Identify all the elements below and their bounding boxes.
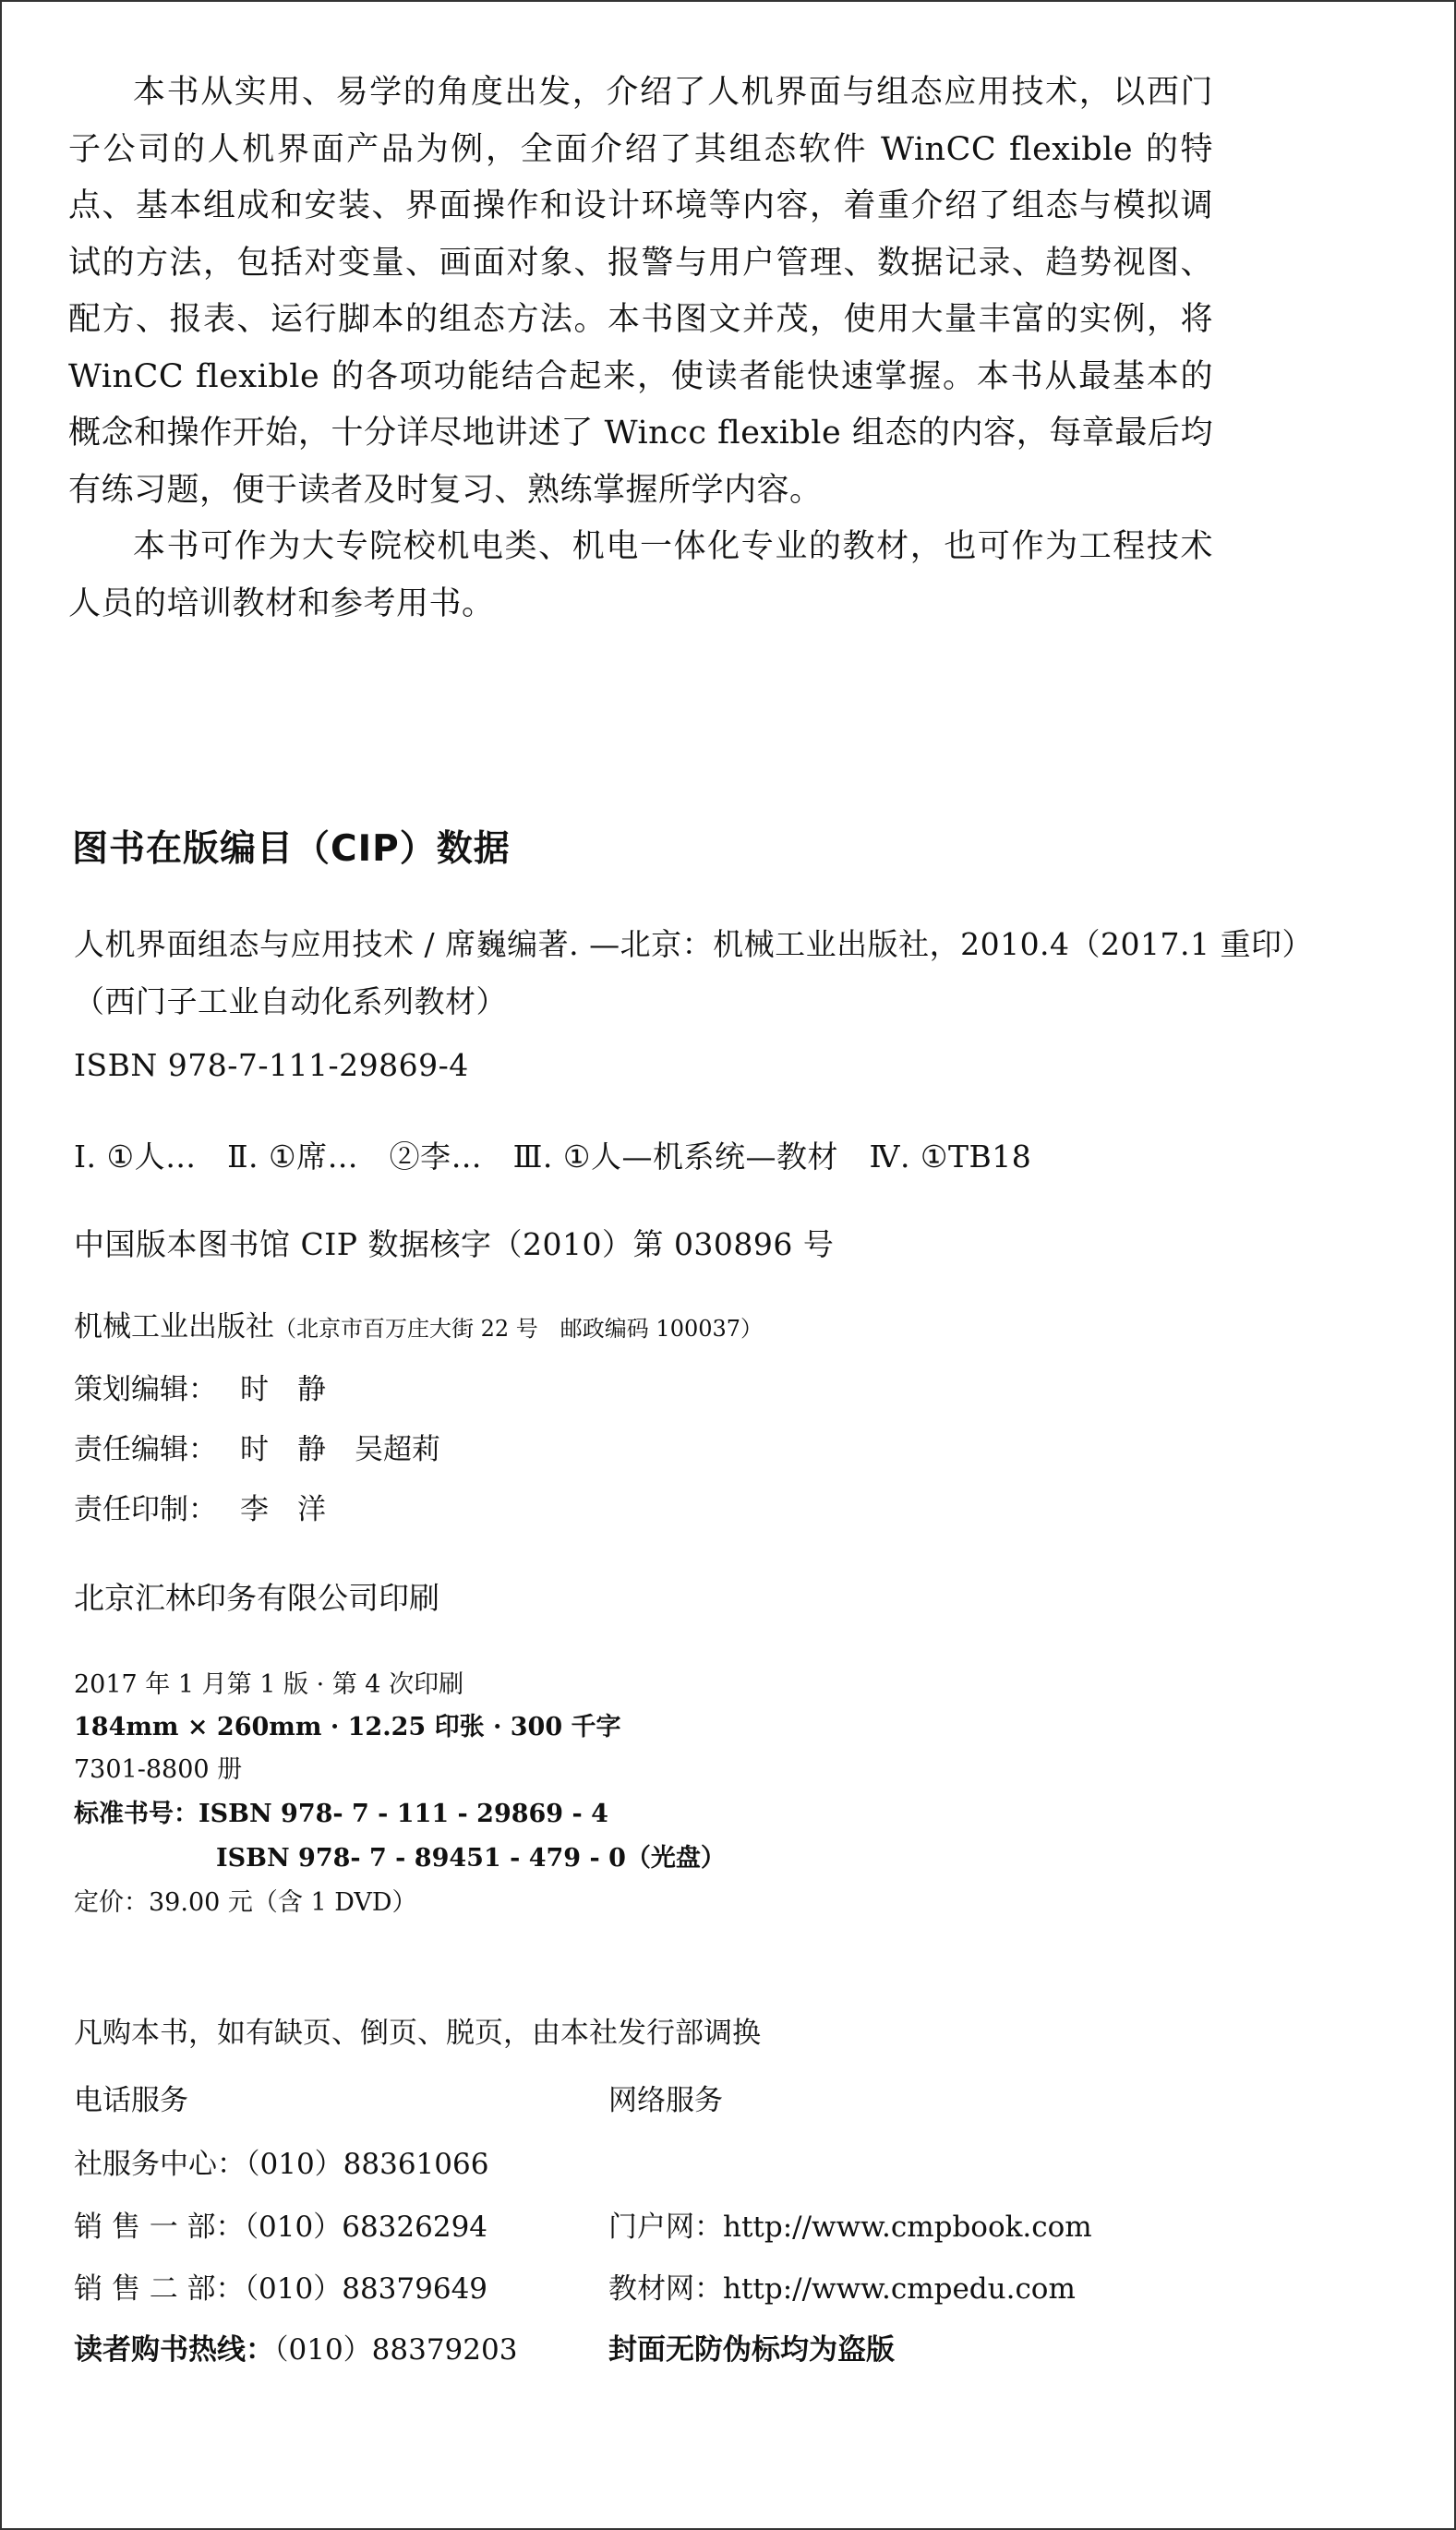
service-notice: 凡购本书，如有缺页、倒页、脱页，由本社发行部调换 xyxy=(74,2017,761,2050)
phone-service-center xyxy=(74,2140,488,2182)
web-service-heading: 网络服务 xyxy=(608,2084,723,2117)
format-info: 184mm × 260mm · 12.25 印张 · 300 千字 xyxy=(74,1713,621,1741)
staff-print-manager xyxy=(74,1486,326,1527)
web-url[interactable]: http://www.cmpedu.com xyxy=(723,2272,1076,2306)
publisher-name: 机械工业出版社 xyxy=(74,1310,274,1343)
staff-value: 时 静 吴超莉 xyxy=(240,1433,440,1466)
cip-isbn: ISBN 978-7-111-29869-4 xyxy=(74,1047,469,1083)
phone-number: （010）88361066 xyxy=(246,2148,489,2181)
edition-info: 2017 年 1 月第 1 版 · 第 4 次印刷 xyxy=(74,1670,464,1699)
staff-label: 责任印制： xyxy=(74,1493,217,1526)
publisher-line xyxy=(74,1303,763,1344)
staff-responsible-editor xyxy=(74,1426,440,1467)
phone-sales-one xyxy=(74,2203,487,2245)
phone-number: （010）68326294 xyxy=(244,2211,488,2244)
staff-label: 责任编辑： xyxy=(74,1433,217,1466)
publisher-address: （北京市百万庄大街 22 号 邮政编码 100037） xyxy=(274,1316,764,1342)
abstract-paragraph: 本书从实用、易学的角度出发，介绍了人机界面与组态应用技术，以西门子公司的人机界面产品为例，全面介绍了其组态软件 WinCC flexible 的特点、基本组成和安装、界面操作和设计环境等内容，着重介绍了组态与模拟调试的方法，包括对变量、画面对象、报警与用户管理、数据记录、趋势视图、配方、报表、运行脚本的组态方法。本书图文并茂，使用大量丰富的实例，将 WinCC flexible 的各项功能结合起来，使读者能快速掌握。本书从最基本的概念和操作开始，十分详尽地讲述了 Wincc flexible 组态的内容，每章最后均有练习题，便于读者及时复习、熟练掌握所学内容。 xyxy=(68,74,1213,509)
cip-series: （西门子工业自动化系列教材） xyxy=(74,983,507,1019)
web-textbook xyxy=(608,2265,1076,2307)
price-info: 定价：39.00 元（含 1 DVD） xyxy=(74,1888,417,1917)
phone-number: （010）88379649 xyxy=(244,2272,488,2306)
staff-value: 时 静 xyxy=(240,1373,326,1406)
cip-classification: Ⅰ. ①人… Ⅱ. ①席… ②李… Ⅲ. ①人—机系统—教材 Ⅳ. ①TB18 xyxy=(74,1138,1032,1175)
isbn-label: 标准书号： xyxy=(74,1800,199,1828)
phone-number: （010）88379203 xyxy=(274,2333,518,2367)
copies-info: 7301-8800 册 xyxy=(74,1755,243,1784)
cip-heading: 图书在版编目（CIP）数据 xyxy=(72,828,511,870)
phone-label: 社服务中心： xyxy=(74,2148,246,2181)
staff-label: 策划编辑： xyxy=(74,1373,217,1406)
printer-name: 北京汇林印务有限公司印刷 xyxy=(74,1580,439,1616)
standard-isbn-line xyxy=(74,1793,608,1829)
book-abstract xyxy=(68,65,1213,632)
phone-reader-hotline xyxy=(74,2326,517,2367)
isbn-primary: ISBN 978- 7 - 111 - 29869 - 4 xyxy=(199,1800,608,1828)
staff-value: 李 洋 xyxy=(240,1493,326,1526)
abstract-paragraph: 本书可作为大专院校机电类、机电一体化专业的教材，也可作为工程技术人员的培训教材和参考用书。 xyxy=(68,528,1213,622)
phone-label: 读者购书热线： xyxy=(74,2333,274,2367)
anti-piracy-notice: 封面无防伪标均为盗版 xyxy=(608,2333,895,2367)
phone-label: 销 售 一 部： xyxy=(74,2211,245,2244)
cip-number: 中国版本图书馆 CIP 数据核字（2010）第 030896 号 xyxy=(74,1226,835,1262)
phone-service-heading: 电话服务 xyxy=(74,2084,188,2117)
phone-label: 销 售 二 部： xyxy=(74,2272,245,2306)
cip-title-line: 人机界面组态与应用技术 / 席巍编著. —北京：机械工业出版社，2010.4（2017.1 重印） xyxy=(74,926,1314,962)
web-label: 门户网： xyxy=(608,2211,723,2244)
isbn-disc: ISBN 978- 7 - 89451 - 479 - 0（光盘） xyxy=(216,1844,726,1873)
web-url[interactable]: http://www.cmpbook.com xyxy=(723,2211,1092,2244)
phone-sales-two xyxy=(74,2265,487,2307)
web-label: 教材网： xyxy=(608,2272,723,2306)
web-portal xyxy=(608,2203,1092,2245)
staff-planning-editor xyxy=(74,1366,326,1407)
